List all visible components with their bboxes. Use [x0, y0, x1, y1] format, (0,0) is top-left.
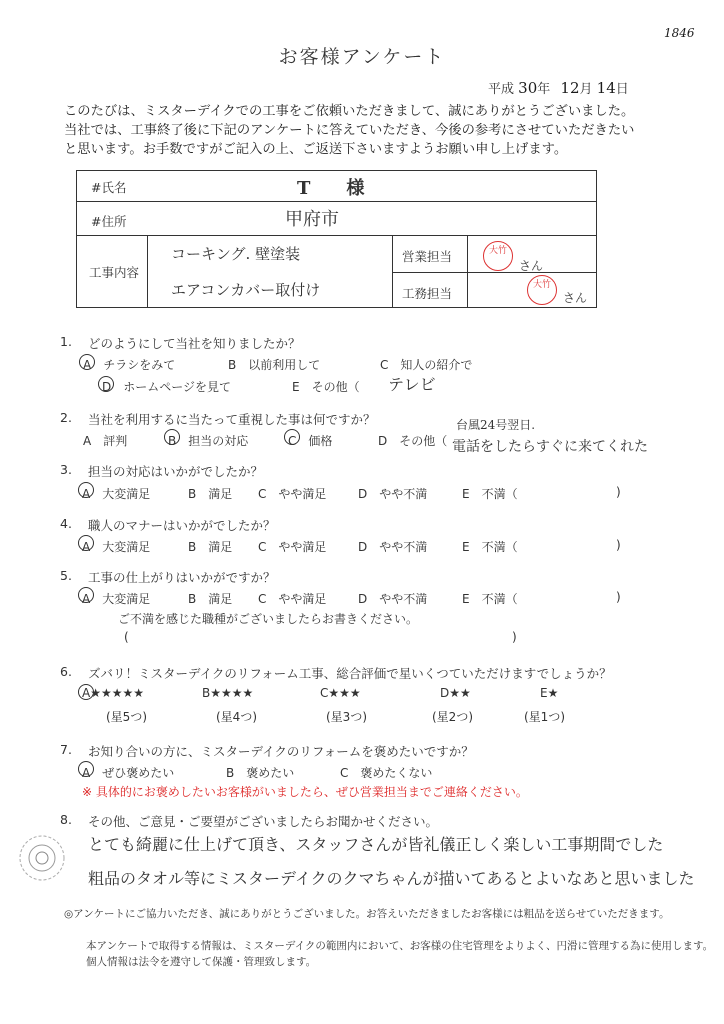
date-year-unit: 年: [537, 82, 551, 97]
q2-option-c[interactable]: C 価格: [288, 434, 333, 448]
q5-option-e[interactable]: E 不満（: [462, 592, 518, 606]
q6-sublabel-c: (星3つ): [326, 710, 367, 724]
q3-option-d[interactable]: D やや不満: [358, 487, 428, 501]
intro-line: と思います。お手数ですがご記入の上、ご返送下さいますようお願い申し上げます。: [64, 142, 568, 157]
footer-note-2: 個人情報は法令を遵守して保護・管理致します。: [86, 956, 317, 968]
q1-option-c[interactable]: C 知人の紹介で: [380, 358, 473, 372]
works-label: 工務担当: [402, 286, 453, 301]
margin-note: 1846: [664, 26, 695, 40]
q6-number: 6.: [60, 664, 72, 679]
q7-option-b[interactable]: B 褒めたい: [226, 766, 295, 780]
q7-text: お知り合いの方に、ミスターデイクのリフォームを褒めたいですか？: [88, 744, 474, 759]
q8-text: その他、ご意見・ご要望がございましたらお聞かせください。: [88, 814, 439, 829]
date-era: 平成: [488, 82, 515, 97]
date-day: 14: [596, 79, 616, 97]
q2-comment-1[interactable]: 台風24号翌日.: [456, 418, 536, 432]
q6-option-e[interactable]: E★: [540, 686, 559, 700]
q6-sublabel-b: (星4つ): [216, 710, 257, 724]
footer-thanks: ◎アンケートにご協力いただき、誠にありがとうございました。お答えいただきましたお客様には粗品を送らせていただきます。: [64, 908, 670, 920]
q2-number: 2.: [60, 410, 72, 425]
q5-sub-paren-close: ): [512, 630, 517, 644]
intro-line: このたびは、ミスターデイクでの工事をご依頼いただきまして、誠にありがとうございました。: [64, 104, 635, 119]
date-day-unit: 日: [615, 82, 629, 97]
q1-option-b[interactable]: B 以前利用して: [228, 358, 321, 372]
q4-option-c[interactable]: C やや満足: [258, 540, 327, 554]
q4-option-e[interactable]: E 不満（: [462, 540, 518, 554]
q7-number: 7.: [60, 742, 72, 757]
sales-san: さん: [519, 259, 544, 273]
q4-text: 職人のマナーはいかがでしたか？: [88, 518, 276, 533]
q6-option-a[interactable]: A★★★★★: [82, 686, 144, 700]
q3-option-c[interactable]: C やや満足: [258, 487, 327, 501]
q2-option-b[interactable]: B 担当の対応: [168, 434, 249, 448]
intro-line: 当社では、工事終了後に下記のアンケートに答えていただき、今後の参考にさせていただきたい: [64, 123, 635, 138]
q7-option-c[interactable]: C 褒めたくない: [340, 766, 433, 780]
works-san: さん: [563, 291, 588, 305]
q7-warning: ※ 具体的にお褒めしたいお客様がいましたら、ぜひ営業担当までご連絡ください。: [82, 785, 528, 799]
q2-option-d[interactable]: D その他（: [378, 434, 448, 448]
sales-stamp: 大竹: [483, 241, 513, 271]
q5-sub-paren-open[interactable]: (: [124, 630, 129, 644]
work-line-1[interactable]: コーキング. 壁塗装: [171, 245, 301, 263]
sales-label: 営業担当: [402, 249, 453, 264]
q2-option-a[interactable]: A 評判: [83, 434, 128, 448]
q5-text: 工事の仕上がりはいかがですか？: [88, 570, 276, 585]
q4-paren-close: ): [616, 538, 621, 552]
name-label: #氏名: [91, 180, 127, 195]
q5-number: 5.: [60, 568, 72, 583]
q1-other-value[interactable]: テレビ: [388, 375, 436, 394]
q8-comment-line-1[interactable]: とても綺麗に仕上げて頂き、スタッフさんが皆礼儀正しく楽しい工事期間でした: [88, 835, 664, 854]
q6-sublabel-a: (星5つ): [106, 710, 147, 724]
q5-paren-close: ): [616, 590, 621, 604]
q4-option-a[interactable]: A 大変満足: [82, 540, 151, 554]
q1-option-d[interactable]: D ホームページを見て: [102, 380, 232, 394]
work-label: 工事内容: [89, 265, 140, 280]
date: [488, 78, 629, 97]
address-value[interactable]: 甲府市: [285, 209, 339, 230]
q7-option-a[interactable]: A ぜひ褒めたい: [82, 766, 175, 780]
date-year: 30: [518, 79, 538, 97]
q3-text: 担当の対応はいかがでしたか？: [88, 464, 264, 479]
footer-note-1: 本アンケートで取得する情報は、ミスターデイクの範囲内において、お客様の住宅管理をよりよく、円滑に管理する為に使用します。: [86, 940, 714, 952]
q3-option-b[interactable]: B 満足: [188, 487, 233, 501]
q5-option-a[interactable]: A 大変満足: [82, 592, 151, 606]
q1-number: 1.: [60, 334, 72, 349]
q1-option-a[interactable]: A チラシをみて: [83, 358, 176, 372]
q4-number: 4.: [60, 516, 72, 531]
q6-sublabel-e: (星1つ): [524, 710, 565, 724]
q6-option-b[interactable]: B★★★★: [202, 686, 254, 700]
q5-option-d[interactable]: D やや不満: [358, 592, 428, 606]
customer-info-table: [76, 170, 597, 308]
q5-sub-text: ご不満を感じた職種がございましたらお書きください。: [118, 612, 419, 626]
name-value[interactable]: T 様: [297, 178, 365, 199]
q5-option-b[interactable]: B 満足: [188, 592, 233, 606]
work-line-2[interactable]: エアコンカバー取付け: [171, 281, 321, 299]
q3-paren-close: ): [616, 485, 621, 499]
q8-number: 8.: [60, 812, 72, 827]
intro-text: [64, 102, 684, 159]
q6-option-c[interactable]: C★★★: [320, 686, 361, 700]
page-title: お客様アンケート: [278, 46, 446, 68]
q2-comment-2[interactable]: 電話をしたらすぐに来てくれた: [452, 439, 648, 455]
q5-option-c[interactable]: C やや満足: [258, 592, 327, 606]
q4-option-d[interactable]: D やや不満: [358, 540, 428, 554]
q3-option-e[interactable]: E 不満（: [462, 487, 518, 501]
q1-option-e[interactable]: E その他（: [292, 380, 360, 394]
works-stamp: 大竹: [527, 275, 557, 305]
q2-text: 当社を利用するに当たって重視した事は何ですか？: [88, 412, 376, 427]
q1-text: どのようにして当社を知りましたか？: [88, 336, 301, 351]
q3-option-a[interactable]: A 大変満足: [82, 487, 151, 501]
address-label: #住所: [91, 214, 127, 229]
q6-sublabel-d: (星2つ): [432, 710, 473, 724]
q8-comment-line-2[interactable]: 粗品のタオル等にミスターデイクのクマちゃんが描いてあるとよいなあと思いました: [88, 869, 695, 888]
date-month: 12: [560, 79, 580, 97]
q4-option-b[interactable]: B 満足: [188, 540, 233, 554]
q6-text: ズバリ！ミスターデイクのリフォーム工事、総合評価で星いくつていただけますでしょうか？: [88, 666, 612, 681]
date-month-unit: 月: [579, 82, 593, 97]
rose-doodle-icon: [14, 830, 70, 886]
q6-option-d[interactable]: D★★: [440, 686, 471, 700]
q3-number: 3.: [60, 462, 72, 477]
